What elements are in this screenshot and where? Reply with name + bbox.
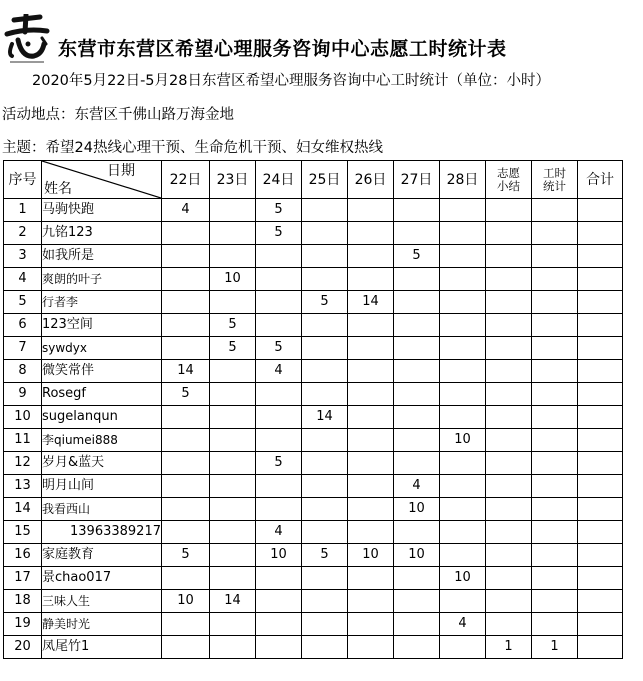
hours-cell <box>302 567 348 590</box>
table-row <box>4 314 623 337</box>
table-row <box>4 521 623 544</box>
row-index: 9 <box>4 383 42 406</box>
hours-cell <box>578 429 623 452</box>
hours-cell <box>440 268 486 291</box>
hours-cell <box>578 567 623 590</box>
hours-cell <box>394 590 440 613</box>
hours-cell <box>486 291 532 314</box>
hours-cell <box>256 268 302 291</box>
hours-cell <box>440 337 486 360</box>
hours-cell <box>440 383 486 406</box>
table-row <box>4 590 623 613</box>
hours-cell: 5 <box>162 383 210 406</box>
hours-cell <box>162 314 210 337</box>
row-index: 18 <box>4 590 42 613</box>
hours-cell <box>578 268 623 291</box>
hours-cell <box>440 360 486 383</box>
hours-cell <box>486 314 532 337</box>
row-index: 15 <box>4 521 42 544</box>
hours-cell <box>210 544 256 567</box>
row-index: 12 <box>4 452 42 475</box>
hours-cell <box>302 521 348 544</box>
hours-cell <box>532 498 578 521</box>
hours-cell <box>394 337 440 360</box>
volunteer-name: Rosegf <box>42 383 162 406</box>
hours-cell <box>210 429 256 452</box>
row-index: 16 <box>4 544 42 567</box>
hours-cell <box>578 245 623 268</box>
hours-cell <box>532 406 578 429</box>
activity-location: 活动地点：东营区千佛山路万海金地 <box>2 107 234 123</box>
volunteer-name: 微笑常伴 <box>42 360 162 383</box>
col-day-24: 24日 <box>256 161 302 199</box>
volunteer-name: 如我所是 <box>42 245 162 268</box>
hours-cell <box>440 544 486 567</box>
table-row <box>4 429 623 452</box>
hours-cell <box>348 383 394 406</box>
hours-cell <box>348 268 394 291</box>
hours-cell <box>348 337 394 360</box>
hours-cell <box>440 475 486 498</box>
hours-cell <box>578 636 623 659</box>
hours-cell <box>578 199 623 222</box>
hours-cell <box>532 521 578 544</box>
hours-cell <box>578 291 623 314</box>
hours-cell <box>578 475 623 498</box>
hours-cell <box>162 613 210 636</box>
hours-cell <box>440 245 486 268</box>
row-index: 17 <box>4 567 42 590</box>
volunteer-name: 明月山间 <box>42 475 162 498</box>
hours-cell <box>302 475 348 498</box>
hours-cell <box>302 429 348 452</box>
hours-cell <box>532 383 578 406</box>
hours-cell <box>578 383 623 406</box>
hours-cell <box>256 498 302 521</box>
hours-cell <box>162 475 210 498</box>
hours-cell <box>302 337 348 360</box>
row-index: 1 <box>4 199 42 222</box>
hours-cell <box>532 429 578 452</box>
hours-cell <box>532 337 578 360</box>
volunteer-name: 123空间 <box>42 314 162 337</box>
hours-cell <box>162 268 210 291</box>
table-row <box>4 452 623 475</box>
hours-cell <box>440 199 486 222</box>
volunteer-name: 李qiumei888 <box>42 429 162 452</box>
hours-cell <box>532 452 578 475</box>
hours-cell <box>486 406 532 429</box>
col-day-28: 28日 <box>440 161 486 199</box>
volunteer-name: 静美时光 <box>42 613 162 636</box>
hours-cell <box>210 406 256 429</box>
table-row <box>4 636 623 659</box>
hours-cell <box>486 613 532 636</box>
table-row <box>4 360 623 383</box>
hours-cell <box>394 268 440 291</box>
hours-cell: 1 <box>532 636 578 659</box>
hours-cell <box>348 199 394 222</box>
hours-cell <box>578 521 623 544</box>
name-label: 姓名 <box>44 181 72 197</box>
hours-cell <box>440 521 486 544</box>
hours-cell <box>486 498 532 521</box>
hours-cell <box>532 544 578 567</box>
hours-cell <box>440 314 486 337</box>
hours-cell: 14 <box>210 590 256 613</box>
hours-cell: 10 <box>348 544 394 567</box>
hours-cell: 5 <box>394 245 440 268</box>
volunteer-name: 九铭123 <box>42 222 162 245</box>
hours-cell <box>486 521 532 544</box>
hours-cell <box>302 360 348 383</box>
hours-cell <box>162 636 210 659</box>
hours-cell <box>486 268 532 291</box>
hours-cell <box>210 498 256 521</box>
hours-cell: 5 <box>162 544 210 567</box>
hours-cell <box>210 222 256 245</box>
hours-cell <box>532 360 578 383</box>
hours-cell <box>486 222 532 245</box>
volunteer-name: sugelanqun <box>42 406 162 429</box>
table-row <box>4 291 623 314</box>
hours-cell <box>486 429 532 452</box>
col-summary <box>486 161 532 199</box>
hours-cell <box>578 406 623 429</box>
hours-cell <box>162 498 210 521</box>
hours-cell <box>486 199 532 222</box>
row-index: 3 <box>4 245 42 268</box>
hours-cell <box>210 383 256 406</box>
hours-cell: 1 <box>486 636 532 659</box>
hours-cell <box>532 314 578 337</box>
hours-cell <box>532 475 578 498</box>
hours-cell <box>256 406 302 429</box>
hours-cell <box>302 452 348 475</box>
hours-cell <box>302 383 348 406</box>
hours-cell <box>302 498 348 521</box>
table-row <box>4 613 623 636</box>
hours-cell <box>302 268 348 291</box>
hours-cell <box>394 613 440 636</box>
hours-cell: 5 <box>302 544 348 567</box>
hours-cell <box>486 383 532 406</box>
volunteer-name: 13963389217 <box>42 521 162 544</box>
hours-cell: 10 <box>162 590 210 613</box>
hours-cell <box>302 314 348 337</box>
hours-cell <box>440 452 486 475</box>
volunteer-name: 马驹快跑 <box>42 199 162 222</box>
col-day-23: 23日 <box>210 161 256 199</box>
date-label: 日期 <box>107 163 135 179</box>
hours-table <box>3 160 623 659</box>
hours-cell <box>210 245 256 268</box>
hours-cell: 4 <box>440 613 486 636</box>
hours-cell <box>532 613 578 636</box>
hours-cell <box>210 199 256 222</box>
hours-cell: 5 <box>210 337 256 360</box>
hours-cell <box>302 636 348 659</box>
hours-cell <box>532 199 578 222</box>
hours-cell <box>486 544 532 567</box>
col-day-22: 22日 <box>162 161 210 199</box>
hours-cell <box>578 613 623 636</box>
hours-cell: 10 <box>440 567 486 590</box>
table-row <box>4 406 623 429</box>
col-total: 合计 <box>578 161 623 199</box>
hours-cell <box>302 199 348 222</box>
hours-cell: 4 <box>256 521 302 544</box>
hours-cell: 10 <box>256 544 302 567</box>
hours-cell: 4 <box>394 475 440 498</box>
hours-cell <box>210 452 256 475</box>
volunteer-name: 凤尾竹1 <box>42 636 162 659</box>
table-row <box>4 268 623 291</box>
hours-cell <box>256 383 302 406</box>
hours-cell <box>348 567 394 590</box>
col-index-header: 序号 <box>4 161 42 199</box>
row-index: 10 <box>4 406 42 429</box>
hours-cell <box>578 314 623 337</box>
hours-cell <box>532 291 578 314</box>
table-row <box>4 222 623 245</box>
hours-cell <box>302 245 348 268</box>
hours-cell: 10 <box>210 268 256 291</box>
page-subtitle: 2020年5月22日-5月28日东营区希望心理服务咨询中心工时统计（单位：小时） <box>32 73 550 89</box>
hours-cell <box>578 544 623 567</box>
hours-cell <box>348 475 394 498</box>
hours-cell <box>440 291 486 314</box>
hours-cell <box>256 429 302 452</box>
hours-cell <box>440 406 486 429</box>
row-index: 5 <box>4 291 42 314</box>
hours-cell: 14 <box>162 360 210 383</box>
hours-cell <box>394 222 440 245</box>
hours-cell <box>162 222 210 245</box>
hours-cell: 10 <box>394 544 440 567</box>
row-index: 4 <box>4 268 42 291</box>
volunteer-name: 爽朗的叶子 <box>42 268 162 291</box>
hours-cell <box>486 337 532 360</box>
table-row <box>4 383 623 406</box>
hours-cell: 14 <box>348 291 394 314</box>
table-row <box>4 337 623 360</box>
hours-cell <box>210 567 256 590</box>
page-title: 东营市东营区希望心理服务咨询中心志愿工时统计表 <box>58 38 507 60</box>
hours-cell <box>256 291 302 314</box>
row-index: 8 <box>4 360 42 383</box>
hours-cell: 5 <box>210 314 256 337</box>
hours-cell <box>210 291 256 314</box>
col-stats <box>532 161 578 199</box>
hours-cell <box>348 590 394 613</box>
hours-cell <box>394 429 440 452</box>
hours-cell <box>302 590 348 613</box>
hours-cell <box>210 475 256 498</box>
hours-cell <box>440 222 486 245</box>
hours-cell <box>348 406 394 429</box>
row-index: 14 <box>4 498 42 521</box>
hours-cell <box>348 613 394 636</box>
col-day-26: 26日 <box>348 161 394 199</box>
table-row <box>4 498 623 521</box>
row-index: 6 <box>4 314 42 337</box>
volunteer-name: 家庭教育 <box>42 544 162 567</box>
table-row <box>4 567 623 590</box>
hours-cell <box>394 360 440 383</box>
hours-cell <box>486 567 532 590</box>
row-index: 13 <box>4 475 42 498</box>
col-summary-label: 志愿小结 <box>497 165 520 193</box>
hours-cell <box>578 360 623 383</box>
hours-cell <box>440 590 486 613</box>
hours-cell <box>486 245 532 268</box>
volunteer-logo-icon <box>4 14 50 66</box>
hours-cell <box>578 498 623 521</box>
hours-cell <box>532 222 578 245</box>
hours-cell <box>578 590 623 613</box>
table-row <box>4 544 623 567</box>
hours-cell: 5 <box>302 291 348 314</box>
row-index: 11 <box>4 429 42 452</box>
hours-cell <box>532 268 578 291</box>
hours-cell: 10 <box>440 429 486 452</box>
hours-cell <box>394 567 440 590</box>
hours-cell <box>394 636 440 659</box>
hours-cell <box>394 199 440 222</box>
col-day-25: 25日 <box>302 161 348 199</box>
col-day-27: 27日 <box>394 161 440 199</box>
hours-cell <box>162 452 210 475</box>
hours-cell <box>210 636 256 659</box>
hours-cell <box>162 406 210 429</box>
hours-cell: 5 <box>256 452 302 475</box>
hours-cell <box>532 567 578 590</box>
hours-cell <box>256 245 302 268</box>
hours-cell <box>162 245 210 268</box>
hours-cell <box>210 613 256 636</box>
hours-cell <box>578 337 623 360</box>
hours-cell <box>578 452 623 475</box>
row-index: 20 <box>4 636 42 659</box>
hours-cell <box>486 475 532 498</box>
hours-cell <box>162 291 210 314</box>
hours-cell: 5 <box>256 199 302 222</box>
row-index: 7 <box>4 337 42 360</box>
hours-cell: 5 <box>256 337 302 360</box>
hours-cell <box>348 360 394 383</box>
volunteer-name: sywdyx <box>42 337 162 360</box>
date-name-header <box>42 161 162 199</box>
hours-cell <box>162 429 210 452</box>
hours-cell <box>348 452 394 475</box>
table-body <box>4 199 623 659</box>
table-header-row <box>4 161 623 199</box>
hours-cell <box>486 590 532 613</box>
hours-cell: 4 <box>256 360 302 383</box>
col-stats-label: 工时统计 <box>543 165 566 193</box>
hours-cell <box>394 291 440 314</box>
hours-cell: 5 <box>256 222 302 245</box>
activity-topic: 主题：希望24热线心理干预、生命危机干预、妇女维权热线 <box>2 140 383 156</box>
volunteer-name: 三味人生 <box>42 590 162 613</box>
hours-cell <box>578 222 623 245</box>
hours-cell <box>394 314 440 337</box>
hours-cell <box>394 521 440 544</box>
hours-cell <box>394 452 440 475</box>
hours-cell <box>302 222 348 245</box>
hours-cell <box>348 245 394 268</box>
hours-cell <box>440 636 486 659</box>
hours-cell <box>256 613 302 636</box>
hours-cell <box>348 636 394 659</box>
hours-cell <box>348 521 394 544</box>
hours-cell <box>302 613 348 636</box>
volunteer-name: 景chao017 <box>42 567 162 590</box>
hours-cell <box>256 636 302 659</box>
hours-cell <box>532 590 578 613</box>
hours-cell: 10 <box>394 498 440 521</box>
volunteer-name: 我看西山 <box>42 498 162 521</box>
hours-cell <box>394 406 440 429</box>
row-index: 19 <box>4 613 42 636</box>
hours-cell <box>256 475 302 498</box>
volunteer-name: 岁月&蓝天 <box>42 452 162 475</box>
hours-cell <box>532 245 578 268</box>
hours-cell <box>348 222 394 245</box>
hours-cell <box>348 498 394 521</box>
hours-cell <box>162 521 210 544</box>
hours-cell <box>440 498 486 521</box>
hours-cell <box>210 360 256 383</box>
hours-cell <box>486 360 532 383</box>
volunteer-name: 行者李 <box>42 291 162 314</box>
hours-cell <box>256 590 302 613</box>
hours-cell <box>210 521 256 544</box>
hours-cell <box>162 337 210 360</box>
hours-cell <box>256 314 302 337</box>
row-index: 2 <box>4 222 42 245</box>
hours-cell <box>348 314 394 337</box>
table-row <box>4 475 623 498</box>
hours-cell <box>394 383 440 406</box>
table-row <box>4 245 623 268</box>
hours-cell <box>162 567 210 590</box>
hours-cell <box>486 452 532 475</box>
hours-cell <box>256 567 302 590</box>
hours-cell: 4 <box>162 199 210 222</box>
hours-cell <box>348 429 394 452</box>
table-row <box>4 199 623 222</box>
hours-cell: 14 <box>302 406 348 429</box>
